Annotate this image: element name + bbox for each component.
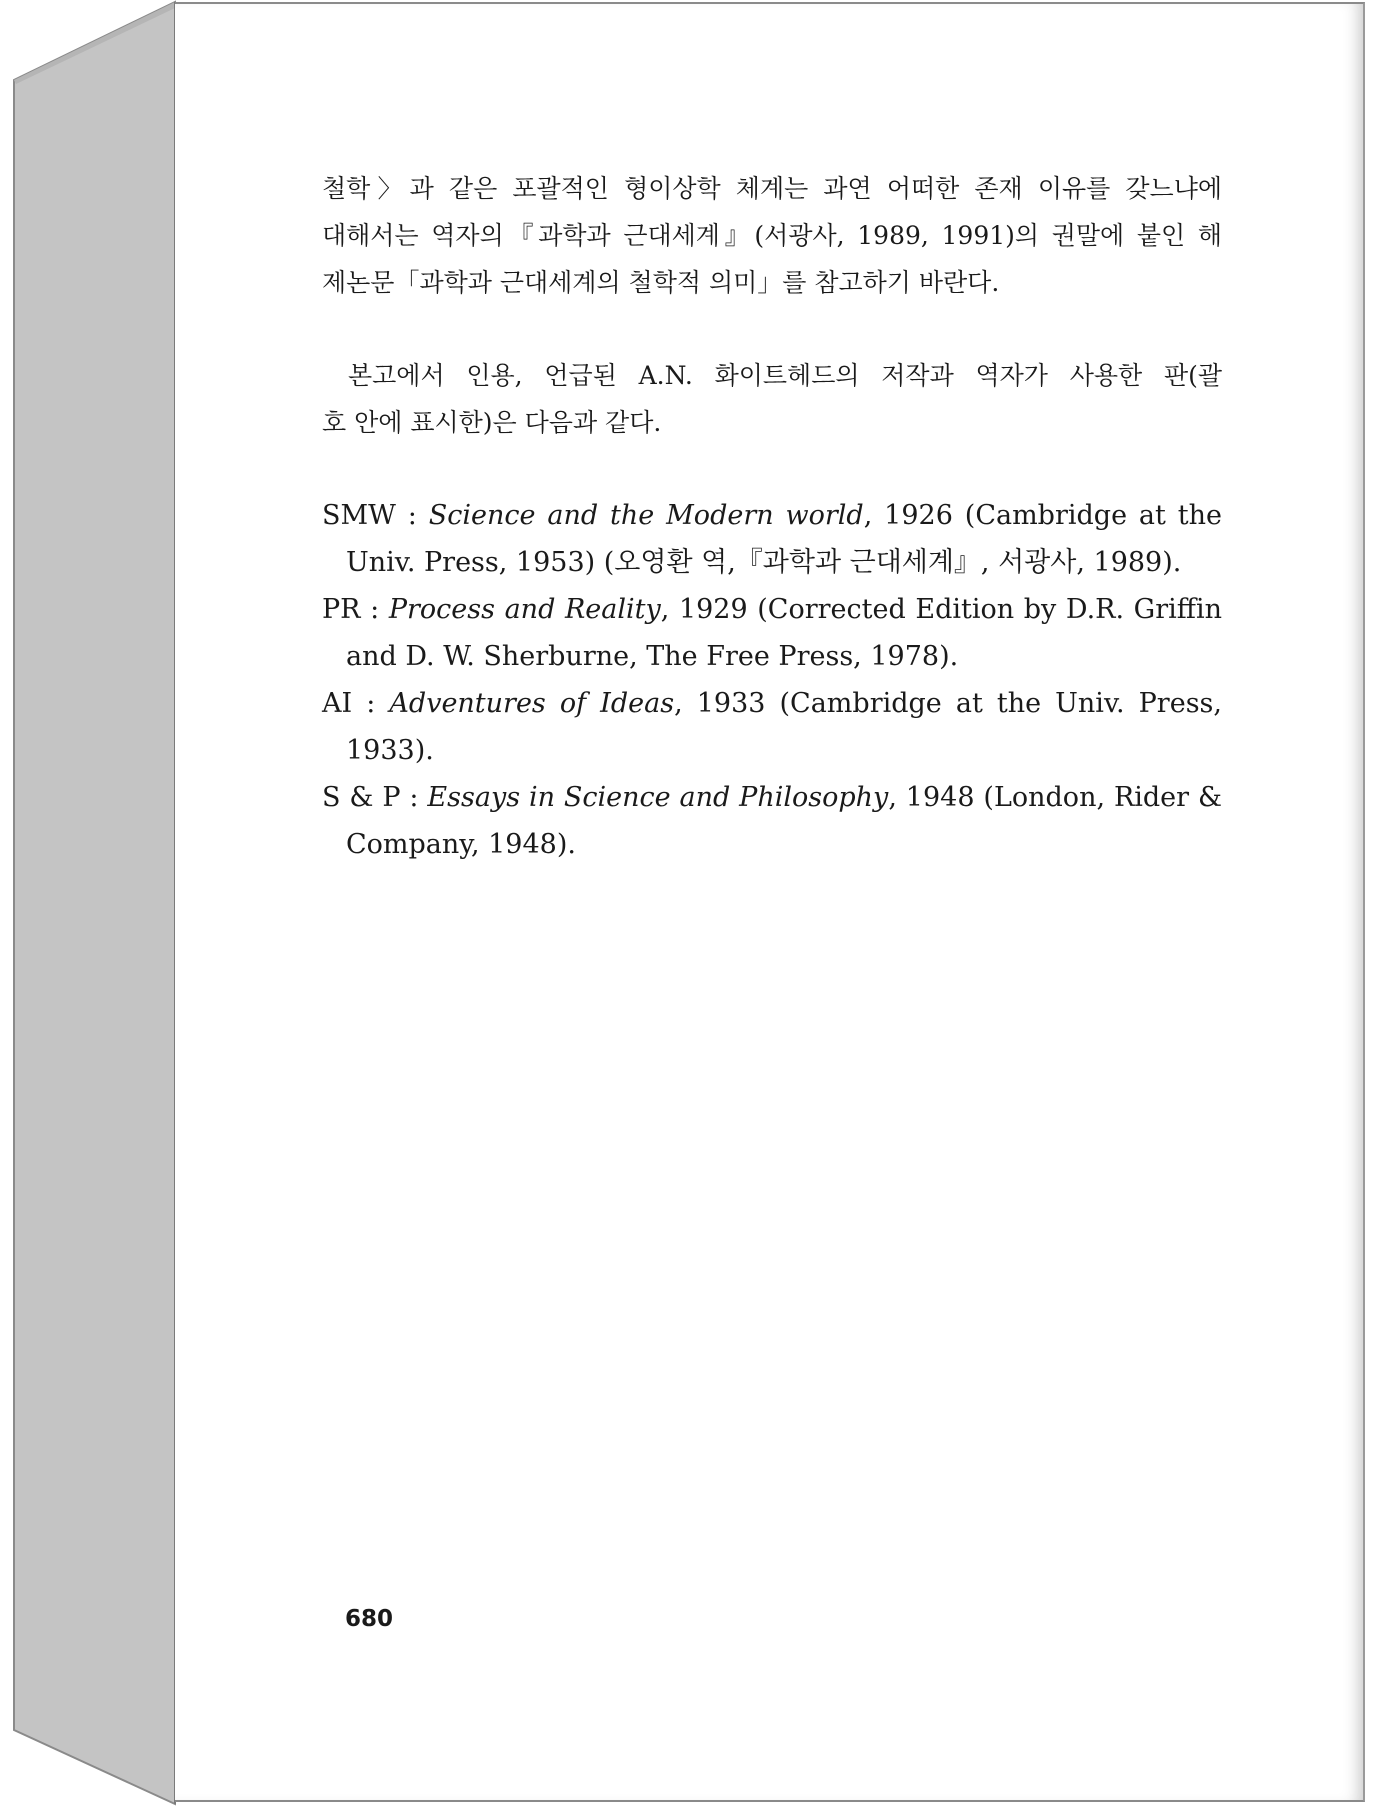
page-number: 680 [345,1606,394,1632]
reference-title: Adventures of Ideas [389,688,675,719]
paragraph-1 [322,165,1222,306]
reference-item [322,586,1222,680]
reference-item [322,774,1222,868]
reference-item [322,492,1222,586]
paragraph-line: 호 안에 표시한)은 다음과 같다. [322,408,662,437]
reference-abbreviation: PR : [322,594,389,625]
reference-details: , 1929 (Corrected Edition by D.R. Griffin and D. W. Sherburne, The Free Press, 1978). [346,594,1222,672]
paragraph-line-text: 본고에서 인용, 언급된 A.N. 화이트헤드의 저작과 역자가 사용한 판(괄 [348,361,1222,390]
reference-item [322,680,1222,774]
reference-details: , 1926 (Cambridge at the Univ. Press, 1953) (오영환 역,『과학과 근대세계』, 서광사, 1989). [346,500,1222,578]
reference-title: Essays in Science and Philosophy [427,782,889,813]
paragraph-2 [322,352,1222,446]
book-spine [0,0,180,1806]
reference-abbreviation: S & P : [322,782,428,813]
reference-list [322,492,1222,868]
paragraph-line [322,352,1222,399]
reference-details: , 1948 (London, Rider & Company, 1948). [346,782,1223,860]
paragraph-line: 제논문「과학과 근대세계의 철학적 의미」를 참고하기 바란다. [322,268,1000,297]
reference-abbreviation: SMW : [322,500,429,531]
reference-details: , 1933 (Cambridge at the Univ. Press, 1933). [346,688,1222,766]
paragraph-line: 철학〉과 같은 포괄적인 형이상학 체계는 과연 어떠한 존재 이유를 갖느냐에 [322,174,1222,203]
reference-title: Process and Reality [388,594,661,625]
reference-abbreviation: AI : [322,688,390,719]
paragraph-line: 대해서는 역자의『과학과 근대세계』(서광사, 1989, 1991)의 권말에 붙인 해 [322,221,1222,250]
reference-title: Science and the Modern world [428,500,864,531]
